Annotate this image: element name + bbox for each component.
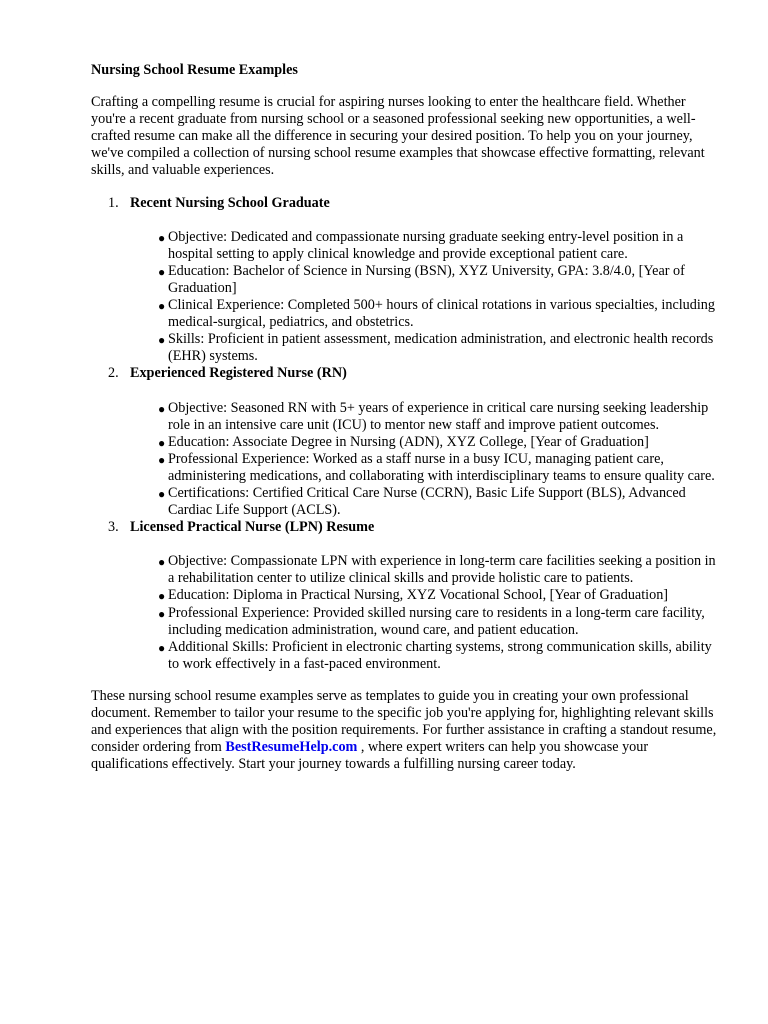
section-lpn <box>91 519 723 673</box>
list-item <box>130 297 723 331</box>
bullet-icon: ● <box>158 401 166 416</box>
bullet-icon: ● <box>158 606 166 621</box>
page-title: Nursing School Resume Examples <box>91 62 298 78</box>
bullet-icon: ● <box>158 230 166 245</box>
section-points <box>130 229 723 366</box>
section-number: 3. <box>108 519 119 536</box>
closing-text-end: , where expert writers can help you showcase your qualifications effectively. Start your journey towards a fulfilling nursing career today. <box>91 739 649 773</box>
list-item-text: Objective: Seasoned RN with 5+ years of experience in critical care nursing seeking leadership role in an intensive care unit (ICU) to mentor new staff and improve patient outcomes. <box>168 399 709 433</box>
list-item <box>130 451 723 485</box>
list-item-text: Professional Experience: Worked as a staff nurse in a busy ICU, managing patient care, administering medications, and collaborating with interdisciplinary teams to ensure quality care. <box>168 450 715 484</box>
list-item-text: Education: Diploma in Practical Nursing, XYZ Vocational School, [Year of Graduation] <box>168 587 669 604</box>
section-heading: Recent Nursing School Graduate <box>130 194 330 211</box>
list-item-text: Objective: Dedicated and compassionate nursing graduate seeking entry-level position in a hospital setting to apply clinical knowledge and provide exceptional patient care. <box>168 228 684 262</box>
section-recent-graduate <box>91 195 723 366</box>
section-heading: Experienced Registered Nurse (RN) <box>130 365 347 382</box>
best-resume-help-link[interactable]: BestResumeHelp.com <box>225 739 358 756</box>
list-item-text: Education: Bachelor of Science in Nursing (BSN), XYZ University, GPA: 3.8/4.0, [Year of Graduation] <box>168 262 685 296</box>
resume-examples-list <box>91 195 723 673</box>
section-number: 1. <box>108 194 119 211</box>
list-item <box>130 229 723 263</box>
list-item-text: Objective: Compassionate LPN with experience in long-term care facilities seeking a position in a rehabilitation center to utilize clinical skills and provide holistic care to patients. <box>168 553 716 587</box>
list-item-text: Skills: Proficient in patient assessment, medication administration, and electronic health records (EHR) systems. <box>168 331 714 365</box>
bullet-icon: ● <box>158 555 166 570</box>
list-item <box>130 587 723 604</box>
bullet-icon: ● <box>158 435 166 450</box>
list-item <box>130 485 723 519</box>
closing-text-start: These nursing school resume examples serve as templates to guide you in creating your own professional document. Remember to tailor your resume to the specific job you're applying for, highlighting relevant skills and experiences that align with the position requirements. For further assistance in crafting a standout resume, consider ordering from <box>91 687 717 756</box>
list-item <box>130 434 723 451</box>
section-heading: Licensed Practical Nurse (LPN) Resume <box>130 519 375 536</box>
section-points <box>130 400 723 520</box>
bullet-icon: ● <box>158 264 166 279</box>
bullet-icon: ● <box>158 486 166 501</box>
list-item <box>130 263 723 297</box>
section-number: 2. <box>108 365 119 382</box>
list-item <box>130 639 723 673</box>
list-item-text: Education: Associate Degree in Nursing (ADN), XYZ College, [Year of Graduation] <box>168 433 649 450</box>
list-item <box>130 553 723 587</box>
closing-paragraph <box>91 688 723 773</box>
bullet-icon: ● <box>158 640 166 655</box>
list-item <box>130 605 723 639</box>
intro-paragraph: Crafting a compelling resume is crucial for aspiring nurses looking to enter the healthcare field. Whether you're a recent graduate from nursing school or a seasoned professional seeking new opportunities, a well-crafted resume can make all the difference in securing your desired position. To help you on your journey, we've compiled a collection of nursing school resume examples that showcase effective formatting, relevant skills, and valuable experiences. <box>91 94 705 179</box>
list-item-text: Additional Skills: Proficient in electronic charting systems, strong communication skills, ability to work effectively in a fast-paced environment. <box>168 638 712 672</box>
bullet-icon: ● <box>158 452 166 467</box>
document-page <box>91 62 723 773</box>
list-item <box>130 400 723 434</box>
section-points <box>130 553 723 673</box>
list-item-text: Certifications: Certified Critical Care Nurse (CCRN), Basic Life Support (BLS), Advanced Cardiac Life Support (ACLS). <box>168 484 686 519</box>
section-experienced-rn <box>91 365 723 519</box>
list-item-text: Professional Experience: Provided skilled nursing care to residents in a long-term care facility, including medication administration, wound care, and patient education. <box>168 604 705 638</box>
bullet-icon: ● <box>158 299 166 314</box>
list-item-text: Clinical Experience: Completed 500+ hours of clinical rotations in various specialties, including medical-surgical, pediatrics, and obstetrics. <box>168 297 715 331</box>
bullet-icon: ● <box>158 589 166 604</box>
bullet-icon: ● <box>158 333 166 348</box>
list-item <box>130 331 723 365</box>
